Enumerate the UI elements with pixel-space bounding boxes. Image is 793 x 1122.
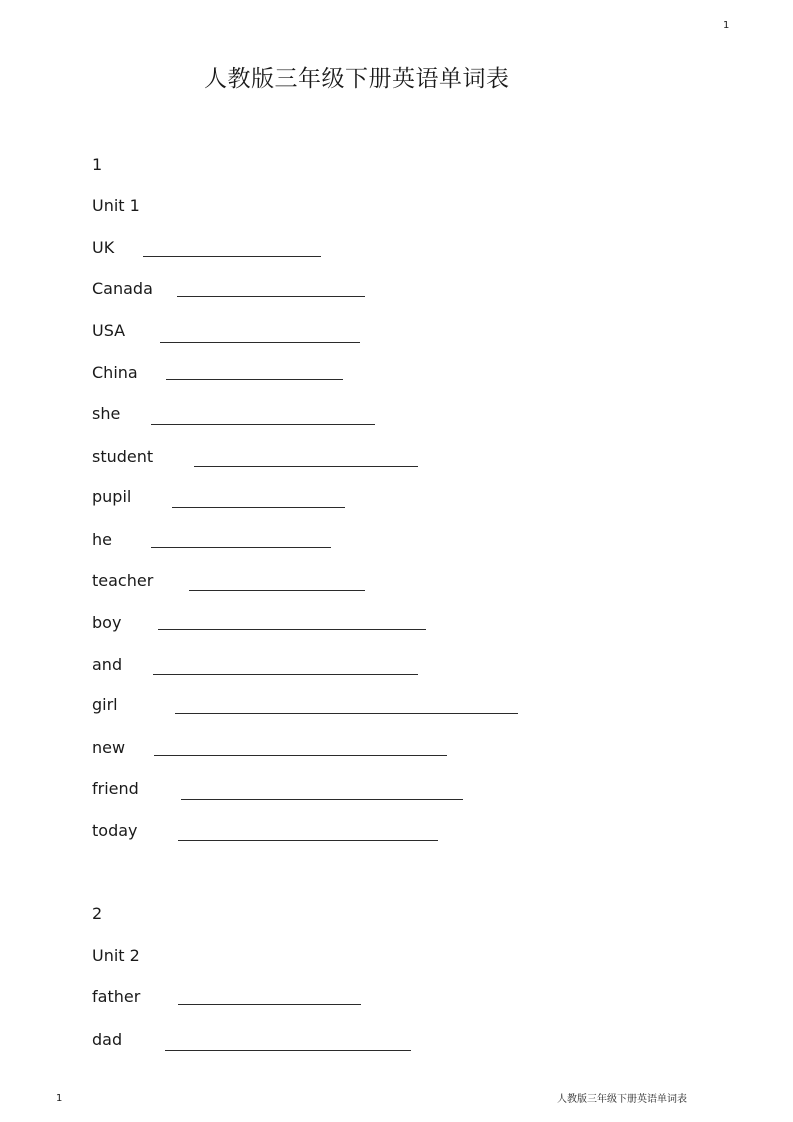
answer-blank[interactable] — [153, 674, 418, 675]
section-number: 2 — [92, 904, 103, 923]
vocab-word: new — [92, 738, 126, 757]
footer-doc-title: 人教版三年级下册英语单词表 — [557, 1094, 687, 1105]
vocab-word: dad — [92, 1030, 123, 1049]
answer-blank[interactable] — [154, 755, 447, 756]
answer-blank[interactable] — [143, 256, 321, 257]
vocab-word: today — [92, 821, 138, 840]
answer-blank[interactable] — [165, 1050, 411, 1051]
page-title: 人教版三年级下册英语单词表 — [204, 66, 510, 92]
answer-blank[interactable] — [172, 507, 345, 508]
vocab-word: USA — [92, 321, 126, 340]
vocab-word: China — [92, 363, 138, 382]
vocab-word: girl — [92, 695, 118, 714]
vocab-word: teacher — [92, 571, 154, 590]
answer-blank[interactable] — [194, 466, 418, 467]
vocab-word: he — [92, 530, 112, 549]
vocab-word: father — [92, 987, 141, 1006]
footer-page-number: 1 — [56, 1093, 63, 1104]
vocab-word: Canada — [92, 279, 153, 298]
unit-heading: Unit 1 — [92, 196, 140, 215]
answer-blank[interactable] — [181, 799, 463, 800]
vocab-word: friend — [92, 779, 139, 798]
vocab-word: she — [92, 404, 121, 423]
vocab-word: boy — [92, 613, 122, 632]
answer-blank[interactable] — [160, 342, 360, 343]
answer-blank[interactable] — [178, 840, 438, 841]
page-number-top: 1 — [723, 20, 730, 31]
answer-blank[interactable] — [166, 379, 343, 380]
vocab-word: UK — [92, 238, 115, 257]
answer-blank[interactable] — [189, 590, 365, 591]
unit-heading: Unit 2 — [92, 946, 140, 965]
vocab-word: pupil — [92, 487, 132, 506]
answer-blank[interactable] — [151, 424, 375, 425]
answer-blank[interactable] — [177, 296, 365, 297]
answer-blank[interactable] — [175, 713, 518, 714]
section-number: 1 — [92, 155, 103, 174]
answer-blank[interactable] — [151, 547, 331, 548]
vocab-word: and — [92, 655, 123, 674]
answer-blank[interactable] — [178, 1004, 361, 1005]
answer-blank[interactable] — [158, 629, 426, 630]
vocab-word: student — [92, 447, 154, 466]
